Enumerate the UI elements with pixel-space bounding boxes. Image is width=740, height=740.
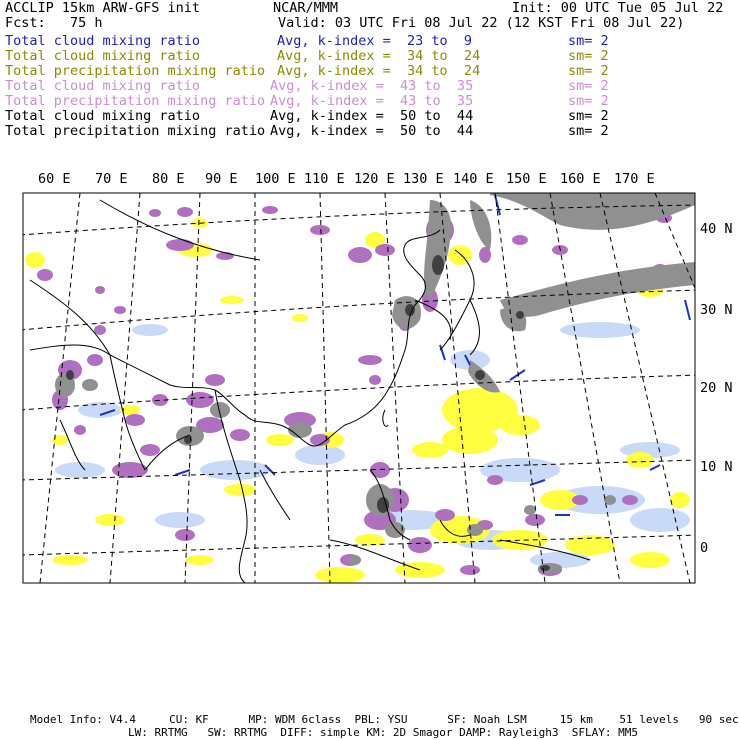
lat-label-10: 10 N — [700, 459, 733, 475]
legend-field-name: Total precipitation mixing ratio — [5, 123, 266, 139]
legend-k-index-range: Avg, k-index = 34 to 24 — [277, 48, 481, 64]
legend-smoothing: sm= 2 — [568, 33, 609, 49]
legend-k-index-range: Avg, k-index = 23 to 9 — [277, 33, 473, 49]
legend-k-index-range: Avg, k-index = 34 to 24 — [277, 63, 481, 79]
model-info-line2: LW: RRTMG SW: RRTMG DIFF: simple KM: 2D Smagor DAMP: Rayleigh3 SFLAY: MM5 — [128, 726, 638, 739]
lon-label-120: 120 E — [354, 171, 395, 187]
legend-field-name: Total cloud mixing ratio — [5, 48, 201, 64]
lat-label-0: 0 — [700, 540, 709, 556]
model-title: ACCLIP 15km ARW-GFS init — [5, 0, 201, 16]
lon-label-80: 80 E — [152, 171, 185, 187]
lon-label-160: 160 E — [560, 171, 601, 187]
lon-label-100: 100 E — [255, 171, 296, 187]
legend-smoothing: sm= 2 — [568, 108, 609, 124]
legend-smoothing: sm= 2 — [568, 48, 609, 64]
model-info-line1: Model Info: V4.4 CU: KF MP: WDM 6class PBL: YSU SF: Noah LSM 15 km 51 levels 90 sec — [30, 713, 739, 726]
legend-field-name: Total cloud mixing ratio — [5, 108, 201, 124]
legend-field-name: Total precipitation mixing ratio — [5, 63, 266, 79]
lat-label-20: 20 N — [700, 380, 733, 396]
legend-field-name: Total precipitation mixing ratio — [5, 93, 266, 109]
lon-label-130: 130 E — [403, 171, 444, 187]
valid-time: Valid: 03 UTC Fri 08 Jul 22 (12 KST Fri 08 Jul 22) — [278, 15, 685, 31]
legend-k-index-range: Avg, k-index = 43 to 35 — [270, 78, 474, 94]
org-label: NCAR/MMM — [273, 0, 339, 16]
legend-smoothing: sm= 2 — [568, 63, 609, 79]
lat-label-30: 30 N — [700, 302, 733, 318]
lon-label-110: 110 E — [304, 171, 345, 187]
forecast-hour: Fcst: 75 h — [5, 15, 103, 31]
legend-smoothing: sm= 2 — [568, 123, 609, 139]
legend-k-index-range: Avg, k-index = 43 to 35 — [270, 93, 474, 109]
lat-label-40: 40 N — [700, 221, 733, 237]
legend-field-name: Total cloud mixing ratio — [5, 78, 201, 94]
init-time: Init: 00 UTC Tue 05 Jul 22 — [512, 0, 724, 16]
legend-k-index-range: Avg, k-index = 50 to 44 — [270, 123, 474, 139]
legend-smoothing: sm= 2 — [568, 93, 609, 109]
legend-k-index-range: Avg, k-index = 50 to 44 — [270, 108, 474, 124]
legend-field-name: Total cloud mixing ratio — [5, 33, 201, 49]
lon-label-60: 60 E — [38, 171, 71, 187]
lon-label-70: 70 E — [95, 171, 128, 187]
lon-label-150: 150 E — [506, 171, 547, 187]
lon-label-140: 140 E — [453, 171, 494, 187]
legend-smoothing: sm= 2 — [568, 78, 609, 94]
lon-label-90: 90 E — [205, 171, 238, 187]
lon-label-170: 170 E — [614, 171, 655, 187]
